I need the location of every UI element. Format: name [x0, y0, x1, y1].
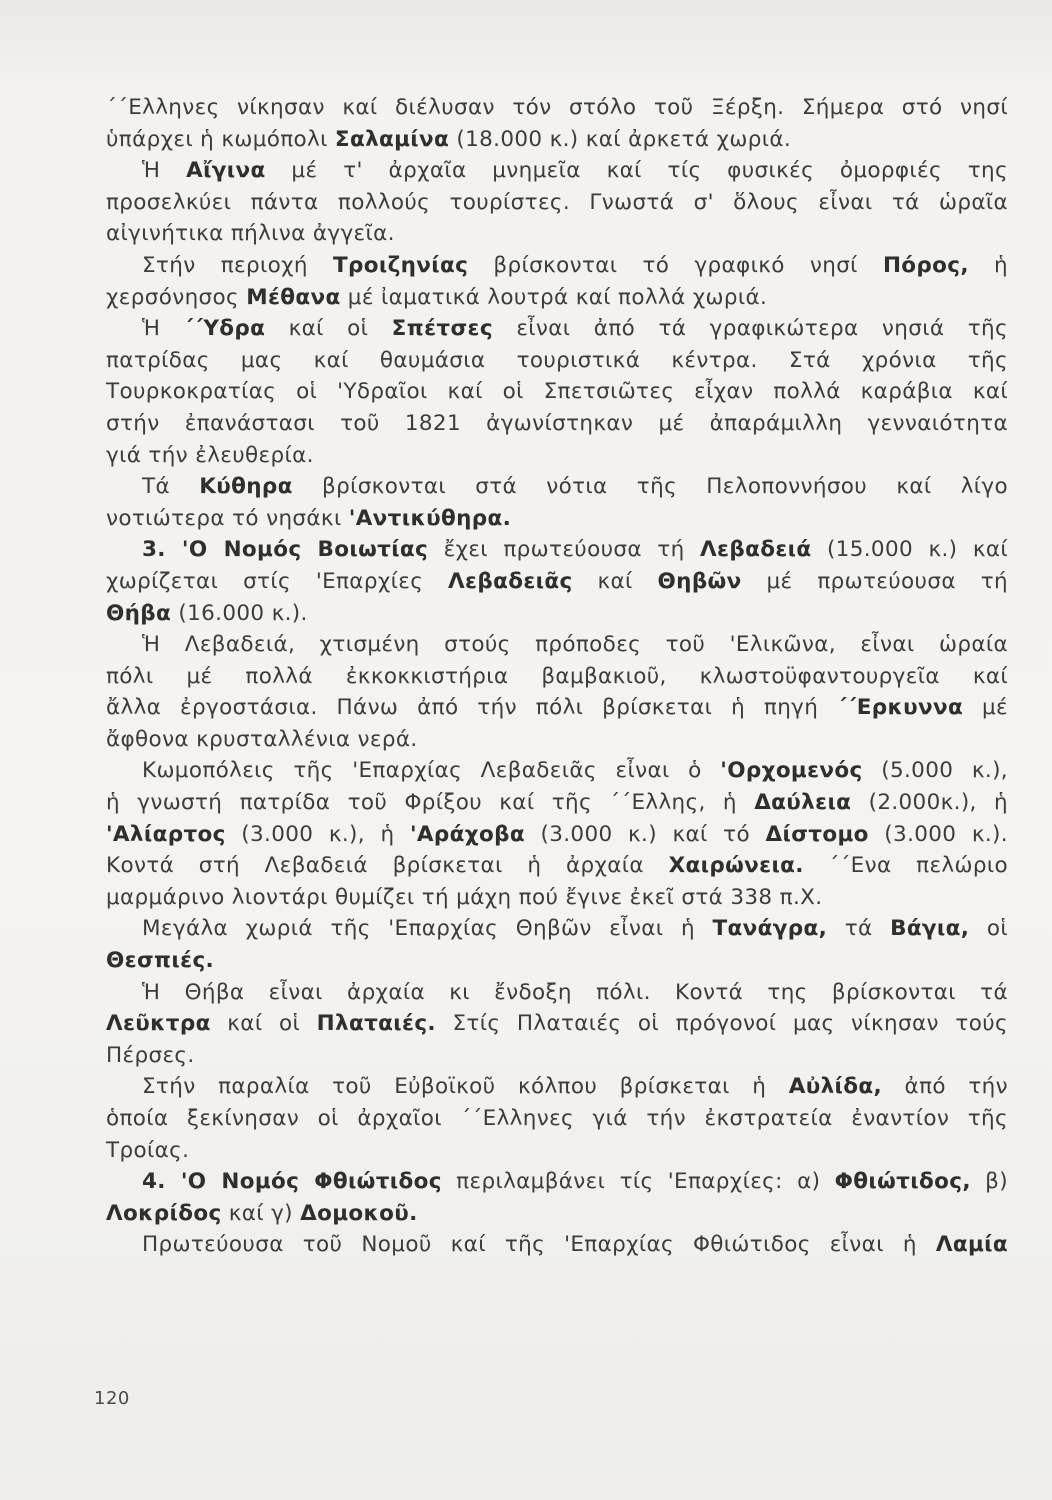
bold-term: 'Αντικύθηρα. — [348, 505, 512, 531]
bold-term: Θήβα — [106, 600, 172, 626]
bold-term: Λοκρίδος — [106, 1200, 222, 1226]
text-segment: (5.000 κ.), — [862, 758, 1008, 784]
bold-term: ΄΄Υδρα — [183, 316, 266, 342]
text-segment: μαρμάρινο λιοντάρι θυμίζει τή μάχη πού ἔγινε ἐκεῖ στά 338 π.Χ. — [106, 884, 823, 910]
text-line — [106, 977, 1008, 1009]
text-line — [106, 534, 1008, 566]
text-line — [106, 282, 1008, 314]
text-line — [106, 92, 1008, 124]
text-line — [106, 503, 1008, 535]
text-segment: (16.000 κ.). — [171, 600, 308, 626]
text-segment: β) — [970, 1169, 1008, 1195]
bold-term: 'Αλίαρτος — [106, 821, 226, 847]
bold-term: 'Ορχομενός — [720, 758, 863, 784]
text-line — [106, 1198, 1008, 1230]
text-segment: νοτιώτερα τό νησάκι — [106, 505, 349, 531]
text-segment: (3.000 κ.). — [868, 821, 1008, 847]
text-segment: μέ τ' ἀρχαῖα μνημεῖα καί τίς φυσικές ὀμορφιές της — [265, 158, 1008, 184]
text-segment: καί οἱ — [210, 1011, 317, 1037]
text-segment: Στήν περιοχή — [142, 252, 333, 278]
text-line — [106, 1071, 1008, 1103]
text-line — [106, 440, 1008, 472]
text-line — [106, 218, 1008, 250]
bold-term: Θεσπιές. — [106, 948, 215, 974]
bold-term: Κύθηρα — [199, 474, 293, 500]
text-segment: εἶναι ἀπό τά γραφικώτερα νησιά τῆς — [492, 316, 1008, 342]
text-line — [106, 787, 1008, 819]
bold-term: Αὐλίδα, — [788, 1074, 883, 1100]
text-segment: Τουρκοκρατίας οἱ 'Υδραῖοι καί οἱ Σπετσιῶτες εἶχαν πολλά καράβια καί — [106, 379, 1008, 405]
bold-term: Βάγια, — [890, 916, 970, 942]
text-segment: Ἡ — [142, 316, 184, 342]
text-segment: πατρίδας μας καί θαυμάσια τουριστικά κέντρα. Στά χρόνια τῆς — [106, 347, 1008, 373]
text-segment: (3.000 κ.), ἡ — [225, 821, 410, 847]
text-line — [106, 187, 1008, 219]
text-line — [106, 724, 1008, 756]
text-line — [106, 1135, 1008, 1167]
text-line — [106, 1040, 1008, 1072]
bold-term: Δίστομο — [765, 821, 869, 847]
text-segment: χωρίζεται στίς 'Επαρχίες — [106, 568, 449, 594]
bold-term: Λαμία — [935, 1232, 1008, 1258]
text-segment: μέ πρωτεύουσα τή — [741, 568, 1008, 594]
text-segment: (15.000 κ.) καί — [811, 537, 1009, 563]
text-line — [106, 155, 1008, 187]
text-segment: καί γ) — [221, 1200, 301, 1226]
text-segment: αἰγινήτικα πήλινα ἀγγεῖα. — [106, 221, 395, 247]
text-line — [106, 124, 1008, 156]
text-segment: Πρωτεύουσα τοῦ Νομοῦ καί τῆς 'Επαρχίας Φθιώτιδος εἶναι ἡ — [142, 1232, 936, 1258]
text-segment: καί — [572, 568, 658, 594]
text-segment: χερσόνησος — [106, 284, 247, 310]
text-segment: καί οἱ — [265, 316, 392, 342]
text-line — [106, 661, 1008, 693]
text-line — [106, 471, 1008, 503]
bold-term: Αἴγινα — [186, 158, 266, 184]
text-line — [106, 1008, 1008, 1040]
text-line — [106, 819, 1008, 851]
text-segment: ἄλλα ἐργοστάσια. Πάνω ἀπό τήν πόλι βρίσκεται ἡ πηγή — [106, 695, 838, 721]
text-segment: ἡ γνωστή πατρίδα τοῦ Φρίξου καί τῆς ΄΄Ελλης, ἡ — [106, 790, 755, 816]
bold-term: Δαύλεια — [754, 790, 852, 816]
text-line — [106, 850, 1008, 882]
text-line — [106, 313, 1008, 345]
page-number: 120 — [94, 1388, 130, 1409]
bold-term: Λεβαδειᾶς — [448, 568, 573, 594]
text-line — [106, 1166, 1008, 1198]
text-segment: Στήν παραλία τοῦ Εὐβοϊκοῦ κόλπου βρίσκεται ἡ — [142, 1074, 789, 1100]
text-segment: Τροίας. — [106, 1137, 190, 1163]
text-line — [106, 882, 1008, 914]
text-segment: Ἡ — [142, 158, 187, 184]
text-segment: ἡ — [968, 252, 1008, 278]
bold-term: Θηβῶν — [657, 568, 742, 594]
text-segment: (3.000 κ.) καί τό — [524, 821, 766, 847]
bold-term: Δομοκοῦ. — [300, 1200, 418, 1226]
text-segment: Στίς Πλαταιές οἱ πρόγονοί μας νίκησαν τούς — [435, 1011, 1008, 1037]
text-segment: Ἡ Λεβαδειά, χτισμένη στούς πρόποδες τοῦ 'Ελικῶνα, εἶναι ὡραία — [142, 632, 1008, 658]
text-segment: ΄΄Ελληνες νίκησαν καί διέλυσαν τόν στόλο τοῦ Ξέρξη. Σήμερα στό νησί — [106, 95, 1008, 120]
text-segment: (2.000κ.), ἡ — [851, 790, 1008, 816]
text-segment: πόλι μέ πολλά ἐκκοκκιστήρια βαμβακιοῦ, κλωστοϋφαντουργεῖα καί — [106, 663, 1008, 689]
text-segment: Κωμοπόλεις τῆς 'Επαρχίας Λεβαδειᾶς εἶναι ὁ — [142, 758, 721, 784]
body-text — [106, 92, 1008, 1261]
bold-term: Πόρος, — [882, 252, 969, 278]
text-segment: Ἡ Θήβα εἶναι ἀρχαία κι ἔνδοξη πόλι. Κοντά της βρίσκονται τά — [142, 979, 1008, 1005]
text-segment: (18.000 κ.) καί ἀρκετά χωριά. — [449, 126, 792, 152]
bold-term: Φθιώτιδος, — [834, 1169, 971, 1195]
bold-term: 'Αράχοβα — [409, 821, 525, 847]
text-segment: Πέρσες. — [106, 1042, 195, 1068]
bold-term: Πλαταιές. — [316, 1011, 436, 1037]
text-segment: γιά τήν ἐλευθερία. — [106, 442, 314, 468]
text-line — [106, 566, 1008, 598]
text-segment: Τά — [142, 474, 200, 500]
bold-term: Σπέτσες — [391, 316, 493, 342]
text-segment: βρίσκονται στά νότια τῆς Πελοποννήσου καί λίγο — [292, 474, 1008, 500]
text-segment: στήν ἐπανάστασι τοῦ 1821 ἀγωνίστηκαν μέ ἀπαράμιλλη γενναιότητα — [106, 410, 1008, 436]
text-line — [106, 408, 1008, 440]
text-segment: ὑπάρχει ἡ κωμόπολι — [106, 126, 335, 152]
text-segment: ὁποία ξεκίνησαν οἱ ἀρχαῖοι ΄΄Ελληνες γιά τήν ἐκστρατεία ἐναντίον τῆς — [106, 1106, 1008, 1131]
text-line — [106, 250, 1008, 282]
text-segment: μέ — [963, 695, 1008, 721]
text-segment: Μεγάλα χωριά τῆς 'Επαρχίας Θηβῶν εἶναι ἡ — [142, 916, 713, 942]
bold-term: Χαιρώνεια. — [668, 853, 804, 879]
text-line — [106, 345, 1008, 377]
text-segment: ΄΄Ενα πελώριο — [803, 853, 1008, 879]
bold-term: Τροιζηνίας — [332, 252, 469, 278]
text-segment: περιλαμβάνει τίς 'Επαρχίες: α) — [441, 1169, 835, 1195]
text-line — [106, 913, 1008, 945]
bold-term: Σαλαμίνα — [334, 126, 450, 152]
text-segment: ἔχει πρωτεύουσα τή — [428, 537, 701, 563]
text-segment: προσελκύει πάντα πολλούς τουρίστες. Γνωστά σ' ὅλους εἶναι τά ὡραῖα — [106, 189, 1008, 215]
text-segment: ἀπό τήν — [882, 1074, 1008, 1100]
text-segment: Κοντά στή Λεβαδειά βρίσκεται ἡ ἀρχαία — [106, 853, 669, 879]
text-line — [106, 1229, 1008, 1261]
bold-term: 3. 'Ο Νομός Βοιωτίας — [142, 537, 429, 563]
bold-term: Λεῦκτρα — [106, 1011, 211, 1037]
bold-term: Λεβαδειά — [700, 537, 812, 563]
text-line — [106, 598, 1008, 630]
bold-term: 4. 'Ο Νομός Φθιώτιδος — [142, 1169, 442, 1195]
text-line — [106, 945, 1008, 977]
bold-term: Τανάγρα, — [712, 916, 828, 942]
text-segment: οἱ — [969, 916, 1008, 942]
text-segment: μέ ἰαματικά λουτρά καί πολλά χωριά. — [340, 284, 768, 310]
text-segment: ἄφθονα κρυσταλλένια νερά. — [106, 726, 418, 752]
text-segment: τά — [827, 916, 891, 942]
text-line — [106, 692, 1008, 724]
text-line — [106, 376, 1008, 408]
bold-term: ΄΄Ερκυννα — [837, 695, 964, 721]
text-line — [106, 1103, 1008, 1135]
text-segment: βρίσκονται τό γραφικό νησί — [468, 252, 883, 278]
text-line — [106, 629, 1008, 661]
text-line — [106, 755, 1008, 787]
bold-term: Μέθανα — [246, 284, 341, 310]
